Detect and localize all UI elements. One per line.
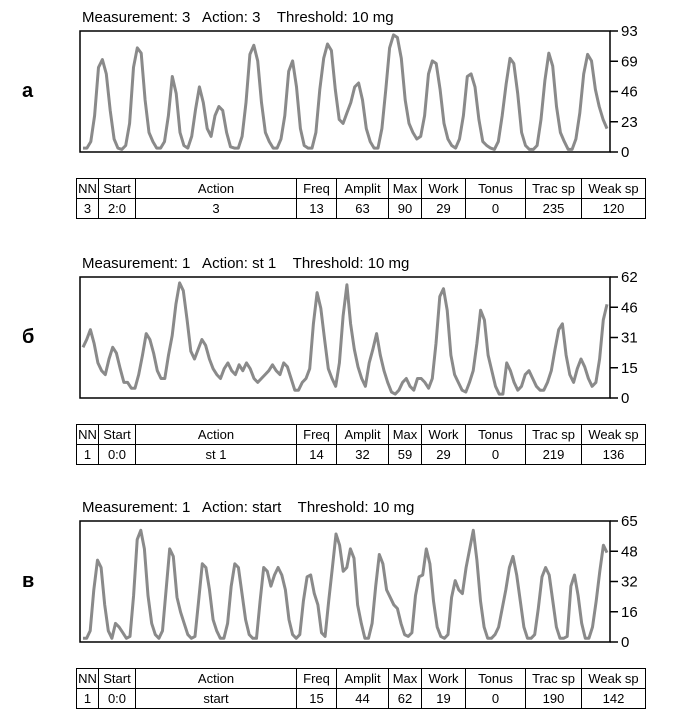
cell-weak-sp: 120 bbox=[582, 199, 646, 219]
header-cell: Max bbox=[389, 179, 422, 199]
header-cell: Amplit bbox=[337, 669, 389, 689]
y-tick-label: 0 bbox=[621, 144, 630, 161]
header-cell: Max bbox=[389, 425, 422, 445]
y-tick-label: 69 bbox=[621, 53, 638, 71]
panel-a bbox=[0, 4, 675, 232]
cell-amplit: 44 bbox=[337, 689, 389, 709]
header-cell: Work bbox=[422, 669, 466, 689]
panel-b bbox=[0, 250, 675, 478]
results-table bbox=[76, 424, 646, 465]
header-cell: Work bbox=[422, 425, 466, 445]
cell-action: st 1 bbox=[136, 445, 297, 465]
header-cell: NN bbox=[77, 425, 99, 445]
trace-plot bbox=[0, 4, 675, 164]
cell-trac-sp: 190 bbox=[526, 689, 582, 709]
cell-work: 29 bbox=[422, 445, 466, 465]
cell-nn: 1 bbox=[77, 445, 99, 465]
y-tick-label: 16 bbox=[621, 603, 638, 621]
table-row bbox=[77, 199, 646, 219]
header-cell: Action bbox=[136, 425, 297, 445]
cell-action: start bbox=[136, 689, 297, 709]
y-tick-label: 46 bbox=[621, 299, 638, 317]
y-tick-label: 93 bbox=[621, 23, 638, 40]
cell-nn: 1 bbox=[77, 689, 99, 709]
cell-tonus: 0 bbox=[466, 445, 526, 465]
cell-tonus: 0 bbox=[466, 689, 526, 709]
panel-label: в bbox=[22, 570, 35, 592]
header-cell: Max bbox=[389, 669, 422, 689]
panel-v bbox=[0, 494, 675, 722]
cell-weak-sp: 136 bbox=[582, 445, 646, 465]
cell-max: 90 bbox=[389, 199, 422, 219]
cell-work: 19 bbox=[422, 689, 466, 709]
cell-max: 62 bbox=[389, 689, 422, 709]
plot-title: Measurement: 3 Action: 3 Threshold: 10 mg bbox=[82, 9, 394, 26]
table-header-row bbox=[77, 669, 646, 689]
trace-line bbox=[83, 283, 607, 394]
cell-max: 59 bbox=[389, 445, 422, 465]
y-tick-label: 31 bbox=[621, 329, 638, 347]
cell-work: 29 bbox=[422, 199, 466, 219]
trace-plot bbox=[0, 494, 675, 654]
cell-start: 0:0 bbox=[99, 689, 136, 709]
y-tick-label: 48 bbox=[621, 543, 638, 561]
cell-trac-sp: 219 bbox=[526, 445, 582, 465]
header-cell: Amplit bbox=[337, 425, 389, 445]
header-cell: NN bbox=[77, 179, 99, 199]
plot-frame bbox=[80, 521, 610, 642]
plot-title: Measurement: 1 Action: start Threshold: 10 mg bbox=[82, 499, 415, 516]
y-tick-label: 0 bbox=[621, 390, 630, 407]
header-cell: Tonus bbox=[466, 425, 526, 445]
header-cell: Trac sp bbox=[526, 179, 582, 199]
header-cell: Work bbox=[422, 179, 466, 199]
panel-label: а bbox=[22, 80, 34, 102]
header-cell: Weak sp bbox=[582, 669, 646, 689]
cell-amplit: 63 bbox=[337, 199, 389, 219]
table-header-row bbox=[77, 179, 646, 199]
results-table bbox=[76, 668, 646, 709]
y-tick-label: 23 bbox=[621, 113, 638, 131]
table-row bbox=[77, 689, 646, 709]
trace-line bbox=[83, 35, 607, 149]
table-header-row bbox=[77, 425, 646, 445]
header-cell: Weak sp bbox=[582, 179, 646, 199]
table-row bbox=[77, 445, 646, 465]
cell-freq: 13 bbox=[297, 199, 337, 219]
y-tick-label: 0 bbox=[621, 634, 630, 651]
cell-nn: 3 bbox=[77, 199, 99, 219]
cell-amplit: 32 bbox=[337, 445, 389, 465]
header-cell: Amplit bbox=[337, 179, 389, 199]
y-tick-label: 15 bbox=[621, 359, 638, 377]
panel-label: б bbox=[22, 326, 35, 348]
cell-tonus: 0 bbox=[466, 199, 526, 219]
cell-freq: 14 bbox=[297, 445, 337, 465]
cell-weak-sp: 142 bbox=[582, 689, 646, 709]
cell-freq: 15 bbox=[297, 689, 337, 709]
cell-start: 2:0 bbox=[99, 199, 136, 219]
header-cell: Start bbox=[99, 669, 136, 689]
results-table bbox=[76, 178, 646, 219]
header-cell: Weak sp bbox=[582, 425, 646, 445]
header-cell: Start bbox=[99, 425, 136, 445]
plot-frame bbox=[80, 31, 610, 152]
y-tick-label: 46 bbox=[621, 83, 638, 101]
header-cell: Action bbox=[136, 669, 297, 689]
header-cell: Trac sp bbox=[526, 669, 582, 689]
header-cell: Freq bbox=[297, 179, 337, 199]
header-cell: Trac sp bbox=[526, 425, 582, 445]
header-cell: Start bbox=[99, 179, 136, 199]
cell-start: 0:0 bbox=[99, 445, 136, 465]
header-cell: Freq bbox=[297, 425, 337, 445]
header-cell: Tonus bbox=[466, 179, 526, 199]
header-cell: Tonus bbox=[466, 669, 526, 689]
trace-line bbox=[83, 530, 607, 638]
y-tick-label: 62 bbox=[621, 269, 638, 286]
y-tick-label: 32 bbox=[621, 573, 638, 591]
header-cell: Action bbox=[136, 179, 297, 199]
header-cell: NN bbox=[77, 669, 99, 689]
trace-plot bbox=[0, 250, 675, 410]
header-cell: Freq bbox=[297, 669, 337, 689]
plot-title: Measurement: 1 Action: st 1 Threshold: 10 mg bbox=[82, 255, 410, 272]
y-tick-label: 65 bbox=[621, 513, 638, 530]
cell-trac-sp: 235 bbox=[526, 199, 582, 219]
cell-action: 3 bbox=[136, 199, 297, 219]
